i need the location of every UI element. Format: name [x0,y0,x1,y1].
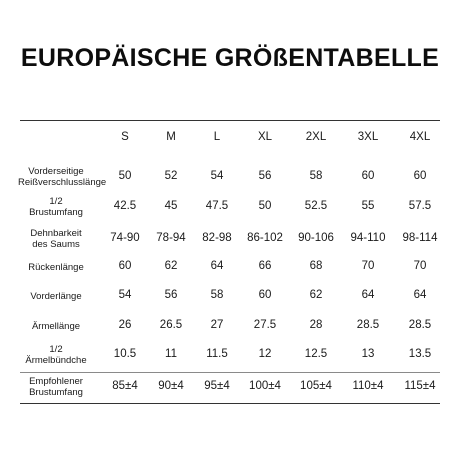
size-header-3xl: 3XL [357,131,379,143]
table-cell: 56 [164,289,178,301]
table-cell: 105±4 [300,380,332,392]
table-cell: 52 [164,170,178,182]
table-cell: 60 [413,170,427,182]
row-label-line: Brustumfang [29,387,83,398]
table-cell: 54 [118,289,132,301]
row-label-line: Ärmelbündche [25,355,87,366]
row-label-line: 1/2 [49,196,63,207]
table-cell: 58 [210,289,224,301]
table-cell: 26 [118,319,132,331]
table-cell: 57.5 [408,200,432,212]
size-header-xl: XL [257,131,273,143]
table-cell: 52.5 [304,200,328,212]
row-label [18,291,94,302]
table-cell: 26.5 [159,319,183,331]
table-cell: 50 [258,200,272,212]
row-label-line: Empfohlener [29,376,83,387]
size-header-2xl: 2XL [305,131,327,143]
row-label-line: Vorderlänge [30,290,82,302]
table-cell: 12 [258,348,272,360]
row-label-line: des Saums [32,239,80,250]
table-cell: 54 [210,170,224,182]
table-cell: 95±4 [204,380,230,392]
row-label-line: Rückenlänge [28,261,84,273]
row-label [18,196,94,218]
table-cell: 115±4 [404,380,436,392]
table-cell: 64 [361,289,375,301]
table-cell: 55 [361,200,375,212]
page-title: EUROPÄISCHE GRÖßENTABELLE [20,44,440,72]
row-label-line: 1/2 [49,344,63,355]
table-cell: 110±4 [352,380,384,392]
table-cell: 11.5 [206,348,228,360]
row-label [18,344,94,366]
table-cell: 94-110 [350,232,386,244]
table-cell: 47.5 [205,200,229,212]
size-header-4xl: 4XL [409,131,431,143]
table-cell: 90-106 [298,232,334,244]
row-label [18,262,94,273]
table-top-rule [20,120,440,121]
table-cell: 70 [361,260,375,272]
table-cell: 86-102 [247,232,283,244]
table-cell: 27.5 [253,319,277,331]
table-cell: 58 [309,170,323,182]
row-label-line: Brustumfang [29,207,83,218]
table-cell: 64 [413,289,427,301]
table-cell: 60 [361,170,375,182]
table-cell: 82-98 [202,232,232,244]
table-cell: 27 [210,319,224,331]
size-header-l: L [213,131,221,143]
row-label [18,376,94,398]
table-divider [20,372,440,373]
table-cell: 13.5 [408,348,432,360]
row-label [18,321,94,332]
table-cell: 28 [309,319,323,331]
row-label [18,166,107,188]
row-label-line: Reißverschlusslänge [18,177,107,188]
table-cell: 60 [258,289,272,301]
table-cell: 28.5 [408,319,432,331]
row-label-line: Ärmellänge [31,320,81,332]
table-cell: 13 [361,348,375,360]
row-label [18,228,94,250]
table-cell: 62 [309,289,323,301]
table-cell: 50 [118,170,132,182]
table-cell: 45 [164,200,178,212]
table-cell: 68 [309,260,323,272]
table-cell: 56 [258,170,272,182]
table-cell: 12.5 [304,348,328,360]
table-cell: 62 [164,260,178,272]
row-label-line: Vorderseitige [28,166,84,177]
size-header-row [0,128,460,148]
table-cell: 90±4 [158,380,184,392]
table-cell: 42.5 [113,200,137,212]
table-cell: 98-114 [402,232,438,244]
table-cell: 28.5 [356,319,380,331]
row-label-line: Dehnbarkeit [30,228,82,239]
table-cell: 70 [413,260,427,272]
table-cell: 60 [118,260,132,272]
table-cell: 74-90 [110,232,140,244]
size-header-m: M [166,131,176,143]
table-cell: 66 [258,260,272,272]
table-bottom-rule [20,403,440,404]
table-cell: 78-94 [156,232,186,244]
table-cell: 11 [165,348,177,360]
table-cell: 64 [210,260,224,272]
table-cell: 10.5 [113,348,137,360]
size-header-s: S [121,131,129,143]
table-cell: 100±4 [249,380,281,392]
table-cell: 85±4 [112,380,138,392]
